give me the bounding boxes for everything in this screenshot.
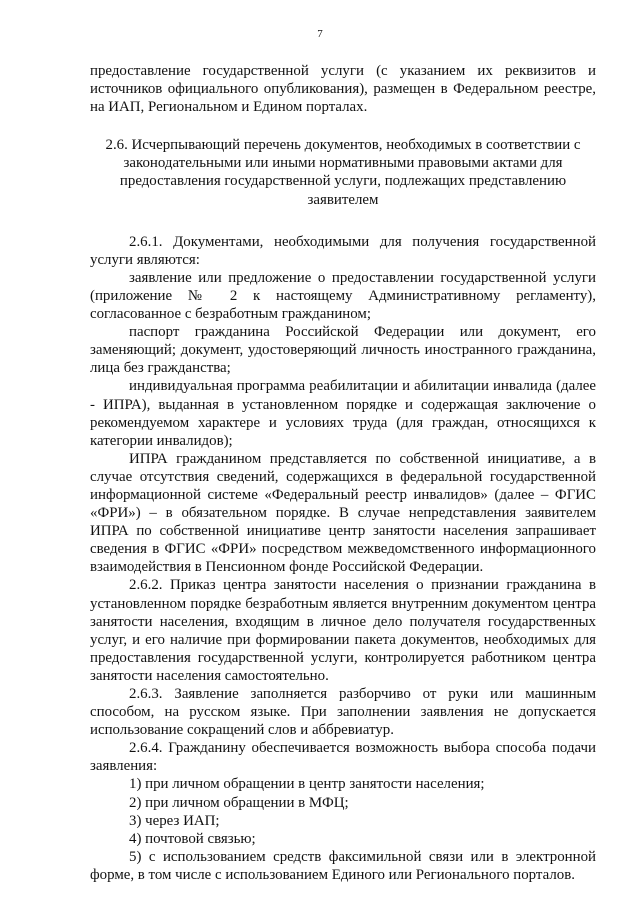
list-item: 2) при личном обращении в МФЦ; (129, 794, 349, 811)
paragraph: паспорт гражданина Российской Федерации или документ, его заменяющий; документ, удостоверяющий личность иностранного гражданина, лица без гражданства; (90, 324, 596, 377)
paragraph: заявление или предложение о предоставлении государственной услуги (приложение № 2 к настоящему Административному регламенту), согласованное с безработным гражданином; (90, 269, 596, 323)
page-number: 7 (317, 28, 323, 40)
paragraph: 2.6.2. Приказ центра занятости населения о признании гражданина в установленном порядке безработным является внутренним документом центра занятости населения, входящим в личное дело получателя государственных услуг, и его наличие при формировании пакета документов, необходимых для предоставления государственной услуги, контролируется работником центра занятости населения самостоятельно. (90, 577, 596, 684)
paragraph: 2.6.4. Гражданину обеспечивается возможность выбора способа подачи заявления: (90, 740, 596, 775)
paragraph: 2.6.1. Документами, необходимыми для получения государственной услуги являются: (90, 233, 596, 268)
intro-paragraph: предоставление государственной услуги (с указанием их реквизитов и источников официального опубликования), размещен в Федеральном реестре, на ИАП, Региональном и Едином порталах. (90, 63, 596, 116)
paragraph: индивидуальная программа реабилитации и абилитации инвалида (далее - ИПРА), выданная в установленном порядке и содержащая заключение о рекомендуемом характере и условиях труда (для граждан, относящихся к категории инвалидов); (90, 378, 596, 449)
list-item: 5) с использованием средств факсимильной связи или в электронной форме, в том числе с использованием Единого или Регионального порталов. (90, 848, 596, 883)
list-item: 4) почтовой связью; (129, 830, 256, 847)
section-heading: 2.6. Исчерпывающий перечень документов, необходимых в соответствии с законодательными или иными нормативными правовыми актами для предоставления государственной услуги, подлежащих представлению заявителем (105, 137, 581, 208)
list-item: 3) через ИАП; (129, 812, 220, 829)
list-item: 1) при личном обращении в центр занятости населения; (129, 776, 485, 793)
document-body (90, 62, 596, 884)
paragraph: 2.6.3. Заявление заполняется разборчиво от руки или машинным способом, на русском языке. При заполнении заявления не допускается использование сокращений слов и аббревиатур. (90, 686, 596, 739)
paragraph: ИПРА гражданином представляется по собственной инициативе, а в случае отсутствия сведений, содержащихся в федеральной государственной информационной системе «Федеральный реестр инвалидов» (далее – ФГИС «ФРИ») – в обязательном порядке. В случае непредставления заявителем ИПРА по собственной инициативе центр занятости населения запрашивает сведения в ФГИС «ФРИ» посредством межведомственного информационного взаимодействия в Пенсионном фонде Российской Федерации. (90, 450, 596, 576)
